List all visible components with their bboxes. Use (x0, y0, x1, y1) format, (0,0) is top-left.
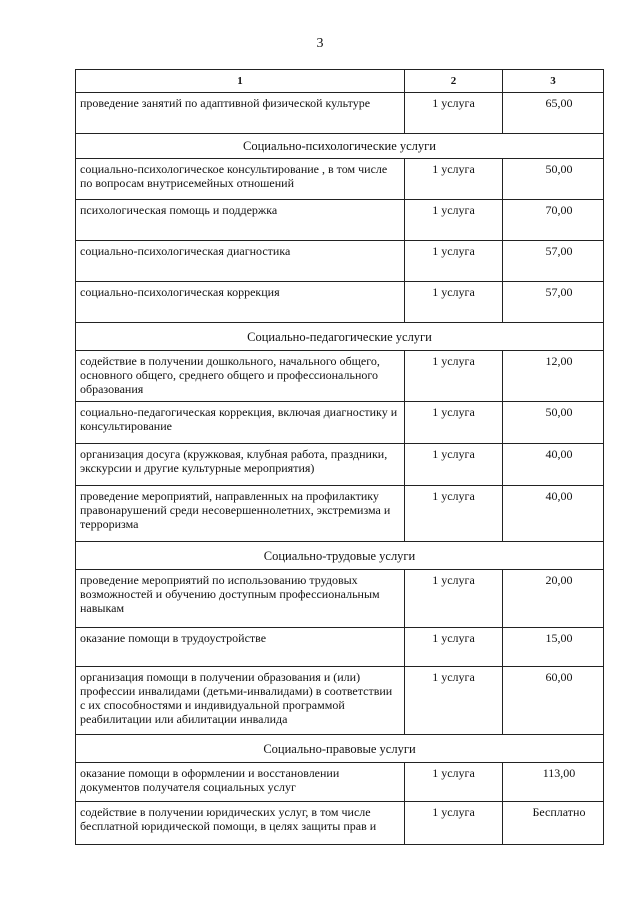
service-price: 70,00 (503, 200, 604, 241)
service-unit: 1 услуга (405, 763, 503, 802)
column-number-1: 1 (76, 70, 405, 93)
service-name: организация досуга (кружковая, клубная работа, праздники, экскурсии и другие культурные мероприятия) (76, 444, 405, 486)
service-name: социально-психологическое консультирование , в том числе по вопросам внутрисемейных отношений (76, 159, 405, 200)
service-row (76, 802, 604, 845)
service-row (76, 93, 604, 134)
column-number-row (76, 70, 604, 93)
service-unit: 1 услуга (405, 486, 503, 542)
service-unit: 1 услуга (405, 444, 503, 486)
section-header-row (76, 323, 604, 351)
service-price: 57,00 (503, 282, 604, 323)
service-unit: 1 услуга (405, 570, 503, 628)
service-unit: 1 услуга (405, 93, 503, 134)
service-price: 40,00 (503, 444, 604, 486)
service-price: 12,00 (503, 351, 604, 402)
service-unit: 1 услуга (405, 282, 503, 323)
service-row (76, 570, 604, 628)
service-name: проведение мероприятий по использованию трудовых возможностей и обучению доступным профессиональным навыкам (76, 570, 405, 628)
section-title: Социально-трудовые услуги (76, 542, 604, 570)
services-table-body (76, 70, 604, 845)
service-row (76, 200, 604, 241)
service-unit: 1 услуга (405, 200, 503, 241)
service-name: организация помощи в получении образования и (или) профессии инвалидами (детьми-инвалидами) в соответствии с их способностями и индивидуальной программой реабилитации или абилитации инвалида (76, 667, 405, 735)
service-row (76, 282, 604, 323)
section-title: Социально-правовые услуги (76, 735, 604, 763)
column-number-3: 3 (503, 70, 604, 93)
service-price: 57,00 (503, 241, 604, 282)
service-row (76, 241, 604, 282)
service-row (76, 486, 604, 542)
service-name: содействие в получении юридических услуг, в том числе бесплатной юридической помощи, в целях защиты прав и (76, 802, 405, 845)
service-row (76, 763, 604, 802)
service-price: 20,00 (503, 570, 604, 628)
service-name: оказание помощи в оформлении и восстановлении документов получателя социальных услуг (76, 763, 405, 802)
service-name: социально-педагогическая коррекция, включая диагностику и консультирование (76, 402, 405, 444)
column-number-2: 2 (405, 70, 503, 93)
service-unit: 1 услуга (405, 402, 503, 444)
service-row (76, 444, 604, 486)
service-name: содействие в получении дошкольного, начального общего, основного общего, среднего общего и профессионального образования (76, 351, 405, 402)
section-header-row (76, 134, 604, 159)
service-name: социально-психологическая диагностика (76, 241, 405, 282)
service-unit: 1 услуга (405, 628, 503, 667)
service-name: оказание помощи в трудоустройстве (76, 628, 405, 667)
service-row (76, 628, 604, 667)
service-name: социально-психологическая коррекция (76, 282, 405, 323)
service-price: 113,00 (503, 763, 604, 802)
service-unit: 1 услуга (405, 351, 503, 402)
service-unit: 1 услуга (405, 667, 503, 735)
service-price: 60,00 (503, 667, 604, 735)
section-header-row (76, 735, 604, 763)
page-number: 3 (316, 36, 324, 51)
service-price: 50,00 (503, 402, 604, 444)
service-unit: 1 услуга (405, 159, 503, 200)
service-row (76, 351, 604, 402)
service-price: 40,00 (503, 486, 604, 542)
service-price: Бесплатно (503, 802, 604, 845)
service-name: проведение занятий по адаптивной физической культуре (76, 93, 405, 134)
service-row (76, 159, 604, 200)
service-price: 50,00 (503, 159, 604, 200)
service-price: 15,00 (503, 628, 604, 667)
section-title: Социально-педагогические услуги (76, 323, 604, 351)
section-header-row (76, 542, 604, 570)
service-price: 65,00 (503, 93, 604, 134)
service-name: проведение мероприятий, направленных на профилактику правонарушений среди несовершеннолетних, экстремизма и терроризма (76, 486, 405, 542)
service-row (76, 402, 604, 444)
service-name: психологическая помощь и поддержка (76, 200, 405, 241)
service-row (76, 667, 604, 735)
services-price-table (75, 69, 604, 845)
service-unit: 1 услуга (405, 241, 503, 282)
service-unit: 1 услуга (405, 802, 503, 845)
section-title: Социально-психологические услуги (76, 134, 604, 159)
